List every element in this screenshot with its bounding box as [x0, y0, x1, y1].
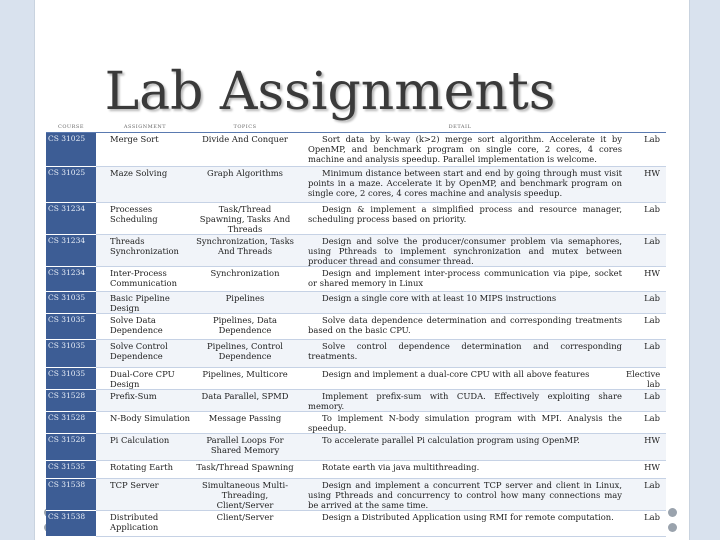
type-cell: Lab [644, 204, 660, 214]
topics-cell: Pipelines [225, 293, 265, 303]
topics-cell: Pipelines, Data Dependence [212, 315, 278, 335]
column-header-assignment: ASSIGNMENT [96, 122, 194, 133]
table-row [46, 368, 666, 390]
assignment-cell: Prefix-Sum [110, 391, 157, 401]
type-cell: Lab [644, 512, 660, 522]
assignment-cell: Distributed Application [110, 512, 159, 532]
assignment-cell: Solve Control Dependence [110, 341, 168, 361]
detail-cell: To implement N-body simulation program with MPI. Analysis the speedup. [308, 413, 622, 433]
type-cell: HW [644, 168, 660, 178]
column-header-course: COURSE [46, 122, 96, 133]
detail-cell: Design and solve the producer/consumer problem via semaphores, using Pthreads to implement synchronization and mutex between producer thread and consumer thread. [308, 236, 622, 266]
detail-cell: Design and implement a dual-core CPU with all above features [322, 369, 590, 379]
detail-cell: Design and implement a concurrent TCP server and client in Linux, using Pthreads and concurrency to control how many connections may be arrived at the same time. [308, 480, 622, 510]
detail-cell: Implement prefix-sum with CUDA. Effectively exploiting share memory. [308, 391, 622, 411]
assignment-cell: Inter-Process Communication [110, 268, 177, 288]
course-cell: CS 31538 [46, 511, 96, 537]
assignment-cell: TCP Server [110, 480, 159, 490]
table-row [46, 292, 666, 314]
detail-cell: Design and implement inter-process communication via pipe, socket or shared memory in Linux [308, 268, 622, 288]
table-header-row [46, 122, 666, 133]
topics-cell: Pipelines, Control Dependence [207, 341, 283, 361]
assignment-cell: N-Body Simulation [110, 413, 191, 423]
course-cell: CS 31025 [46, 133, 96, 167]
assignment-cell: Basic Pipeline Design [110, 293, 170, 313]
topics-cell: Simultaneous Multi-Threading, Client/Server [201, 480, 289, 510]
type-cell: Lab [644, 315, 660, 325]
detail-cell: Minimum distance between start and end by going through must visit points in a maze. Accelerate it by OpenMP, and benchmark program on single core, 2 cores, 4 cores machine and analysis speedup. [308, 168, 622, 198]
decorative-dot [668, 508, 677, 517]
table-row [46, 461, 666, 479]
course-cell: CS 31528 [46, 412, 96, 434]
decorative-dot [668, 523, 677, 532]
column-header-type [624, 122, 666, 133]
table-row [46, 412, 666, 434]
type-cell: Lab [644, 480, 660, 490]
course-cell: CS 31035 [46, 314, 96, 340]
table-row [46, 511, 666, 537]
topics-cell: Pipelines, Multicore [202, 369, 288, 379]
assignment-cell: Pi Calculation [110, 435, 170, 445]
table-row [46, 235, 666, 267]
assignment-cell: Dual-Core CPU Design [110, 369, 175, 389]
topics-cell: Message Passing [208, 413, 282, 423]
type-cell: HW [644, 268, 660, 278]
table-row [46, 314, 666, 340]
topics-cell: Parallel Loops For Shared Memory [206, 435, 284, 455]
table-row [46, 203, 666, 235]
table-row [46, 133, 666, 167]
assignment-cell: Processes Scheduling [110, 204, 158, 224]
assignment-cell: Threads Synchronization [110, 236, 179, 256]
detail-cell: Design a single core with at least 10 MIPS instructions [322, 293, 557, 303]
course-cell: CS 31035 [46, 340, 96, 368]
assignments-table [46, 122, 666, 537]
detail-cell: Design & implement a simplified process and resource manager, scheduling process based on priority. [308, 204, 622, 224]
type-cell: Elective lab [626, 369, 661, 389]
topics-cell: Synchronization [210, 268, 280, 278]
topics-cell: Synchronization, Tasks And Threads [196, 236, 294, 256]
type-cell: HW [644, 435, 660, 445]
course-cell: CS 31035 [46, 368, 96, 390]
type-cell: HW [644, 462, 660, 472]
table-row [46, 340, 666, 368]
detail-cell: Design a Distributed Application using RMI for remote computation. [322, 512, 614, 522]
detail-cell: Solve control dependence determination and corresponding treatments. [308, 341, 622, 361]
table-row [46, 390, 666, 412]
type-cell: Lab [644, 134, 660, 144]
type-cell: Lab [644, 391, 660, 401]
assignment-cell: Rotating Earth [110, 462, 174, 472]
course-cell: CS 31035 [46, 292, 96, 314]
table-row [46, 267, 666, 292]
course-cell: CS 31528 [46, 434, 96, 461]
topics-cell: Divide And Conquer [202, 134, 288, 144]
detail-cell: Sort data by k-way (k>2) merge sort algorithm. Accelerate it by OpenMP, and benchmark program on single core, 2 cores, 4 cores machine and analysis speedup. Parallel implementation is welcome. [308, 134, 622, 164]
course-cell: CS 31528 [46, 390, 96, 412]
column-header-topics: TOPICS [194, 122, 296, 133]
detail-cell: Rotate earth via java multithreading. [322, 462, 480, 472]
table-row [46, 167, 666, 203]
assignment-cell: Maze Solving [110, 168, 168, 178]
detail-cell: To accelerate parallel Pi calculation program using OpenMP. [322, 435, 580, 445]
table-row [46, 479, 666, 511]
column-header-detail: DETAIL [296, 122, 624, 133]
topics-cell: Graph Algorithms [207, 168, 283, 178]
course-cell: CS 31234 [46, 267, 96, 292]
type-cell: Lab [644, 413, 660, 423]
assignment-cell: Solve Data Dependence [110, 315, 163, 335]
topics-cell: Task/Thread Spawning, Tasks And Threads [199, 204, 291, 234]
table-row [46, 434, 666, 461]
course-cell: CS 31538 [46, 479, 96, 511]
course-cell: CS 31234 [46, 203, 96, 235]
type-cell: Lab [644, 293, 660, 303]
topics-cell: Task/Thread Spawning [196, 462, 294, 472]
course-cell: CS 31535 [46, 461, 96, 479]
course-cell: CS 31234 [46, 235, 96, 267]
type-cell: Lab [644, 341, 660, 351]
page-title: Lab Assignments [104, 62, 556, 122]
assignment-cell: Merge Sort [110, 134, 159, 144]
topics-cell: Data Parallel, SPMD [201, 391, 289, 401]
detail-cell: Solve data dependence determination and corresponding treatments based on the basic CPU. [308, 315, 622, 335]
topics-cell: Client/Server [216, 512, 274, 522]
course-cell: CS 31025 [46, 167, 96, 203]
type-cell: Lab [644, 236, 660, 246]
